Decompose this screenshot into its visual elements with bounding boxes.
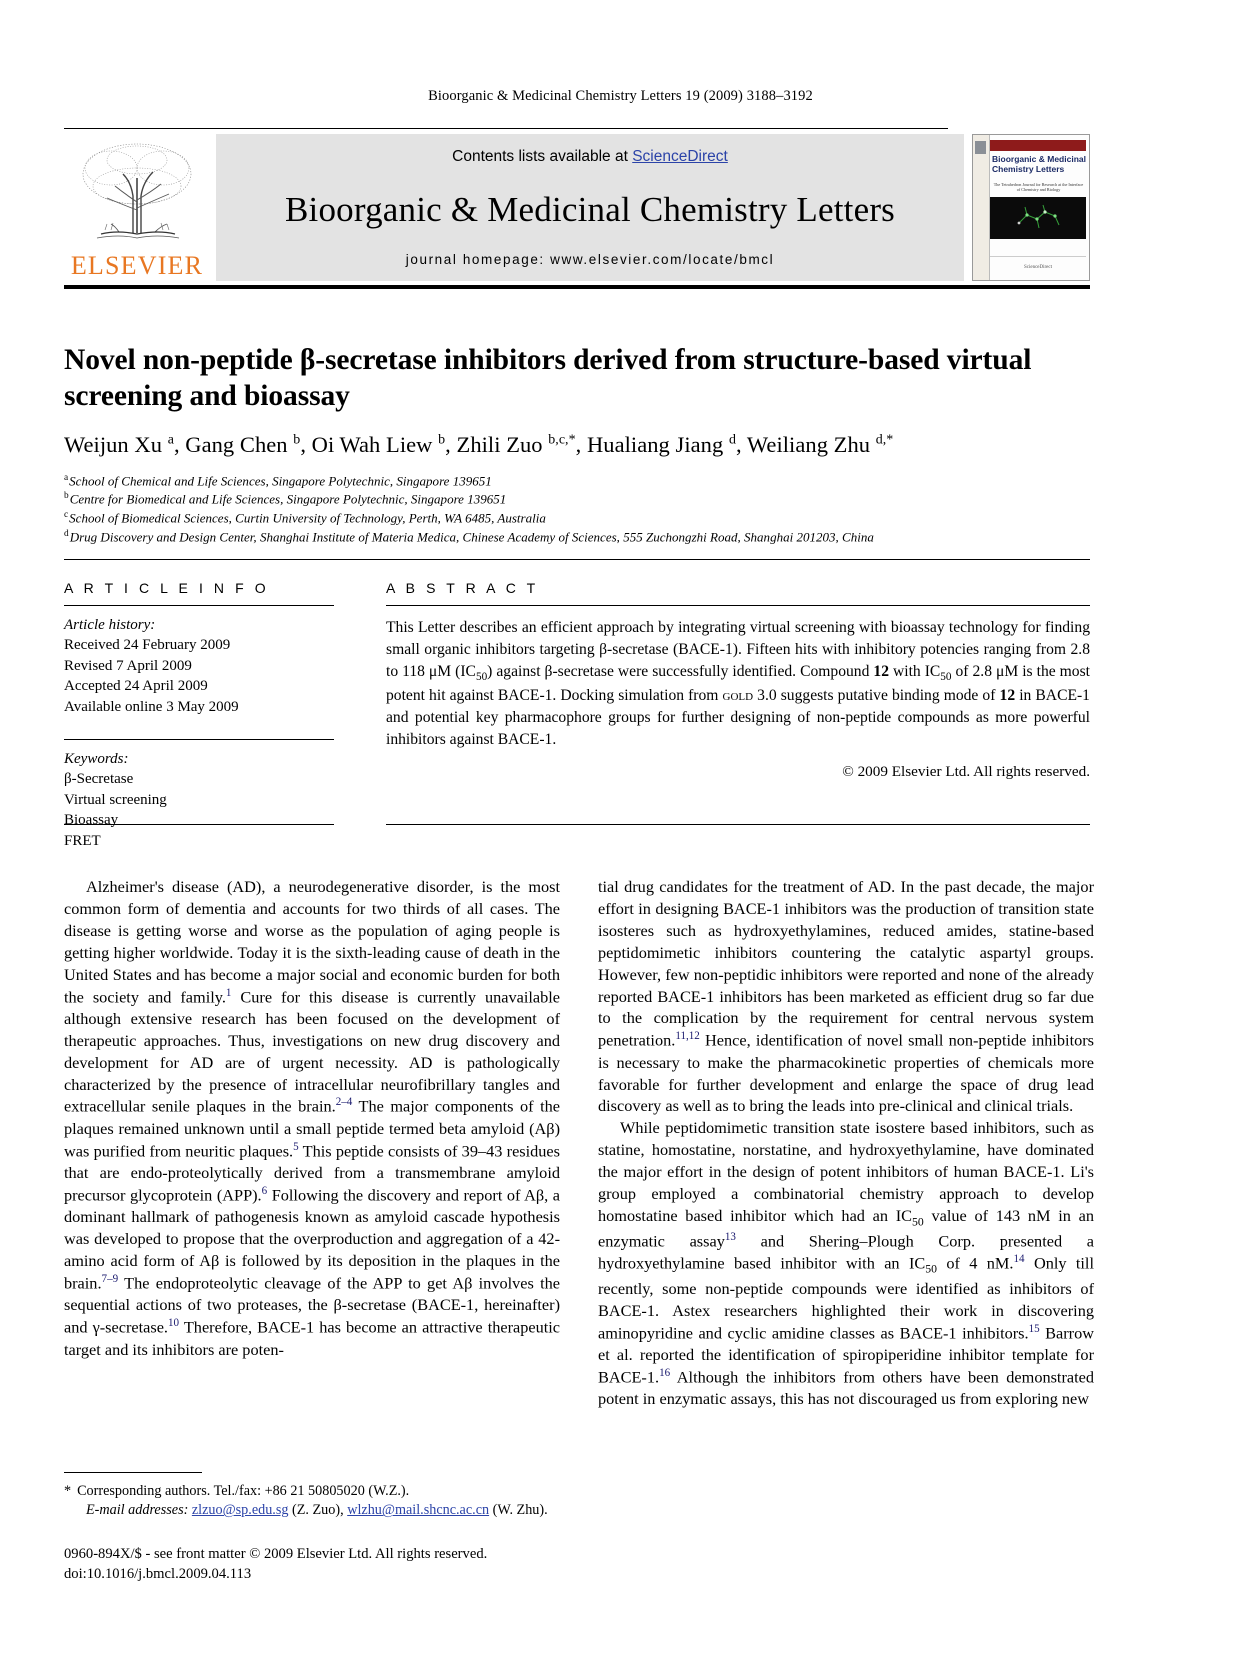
- abstract-rule: [386, 605, 1090, 606]
- email-owner-zhu: (W. Zhu).: [492, 1502, 548, 1519]
- article-info-heading: A R T I C L E I N F O: [64, 580, 270, 596]
- history-item: Available online 3 May 2009: [64, 698, 239, 715]
- elsevier-wordmark: ELSEVIER: [70, 251, 204, 280]
- email-owner-zuo: (Z. Zuo),: [292, 1502, 344, 1519]
- article-info-rule: [64, 605, 334, 606]
- history-item: Received 24 February 2009: [64, 637, 231, 654]
- sciencedirect-link[interactable]: ScienceDirect: [632, 148, 728, 165]
- cover-subtitle: The Tetrahedron Journal for Research at the Interface of Chemistry and Biology: [993, 182, 1084, 193]
- email-link-zhu[interactable]: wlzhu@mail.shcnc.ac.cn: [347, 1502, 490, 1519]
- article-history-label: Article history:: [64, 617, 156, 633]
- doi-line: doi:10.1016/j.bmcl.2009.04.113: [64, 1565, 252, 1582]
- affiliation-text: Drug Discovery and Design Center, Shanghai Institute of Materia Medica, Chinese Academy of Sciences, 555 Zuchongzhi Road, Shanghai 201203, China: [69, 529, 874, 545]
- cover-footer: [990, 256, 1086, 277]
- affiliation: [64, 472, 1094, 491]
- journal-masthead: [64, 128, 1090, 289]
- imprint-block: [64, 1545, 704, 1585]
- affiliation-list: [64, 472, 1094, 547]
- cover-footer-text: ScienceDirect: [1023, 264, 1053, 270]
- keyword-item: FRET: [64, 832, 101, 849]
- history-item: Revised 7 April 2009: [64, 657, 192, 674]
- email-link-zuo[interactable]: zlzuo@sp.edu.sg: [191, 1502, 289, 1519]
- masthead-bottom-rule: [64, 285, 1090, 289]
- contents-prefix: Contents lists available at: [452, 148, 633, 165]
- journal-cover-thumbnail: [972, 134, 1090, 281]
- affiliation-mark: d: [64, 528, 69, 539]
- body-paragraph: tial drug candidates for the treatment of AD. In the past decade, the major effort in designing BACE-1 inhibitors was the production of transition state isosteres such as hydroxyethylamines, reduced amides, statine-based peptidomimetic inhibitors countering the catalytic aspartyl groups. However, few non-peptidic inhibitors were reported and none of the already reported BACE-1 inhibitors has been marketed as efficient drug so far due to the complication by the requirement for central nervous system penetration.$^{11,12}$ Hence, identification of novel small non-peptide inhibitors is necessary to make the pharmacokinetic properties of chemicals more favorable for further development and enlarge the space of drug lead discovery as well as to bring the leads into pre-clinical and clinical trials.: [598, 877, 1094, 1116]
- keywords-rule: [64, 739, 334, 740]
- keywords-block: [64, 739, 334, 851]
- contents-line: [452, 148, 728, 166]
- affiliation-text: Centre for Biomedical and Life Sciences, Singapore Polytechnic, Singapore 139651: [69, 491, 507, 507]
- cover-title: Bioorganic & Medicinal Chemistry Letters: [992, 154, 1086, 174]
- info-section-top-rule: [64, 559, 1090, 560]
- body-column-left: [64, 876, 560, 1496]
- abstract-bottom-rule: [386, 824, 1090, 825]
- cover-artwork: [990, 197, 1086, 239]
- footnote-asterisk: *: [64, 1483, 72, 1499]
- footnote-text: Corresponding authors. Tel./fax: +86 21 50805020 (W.Z.).: [77, 1483, 410, 1499]
- masthead-top-rule: [64, 128, 948, 129]
- elsevier-tree-icon: [71, 138, 203, 252]
- affiliation: [64, 509, 1094, 528]
- cover-spine: [973, 135, 990, 280]
- abstract-copyright: © 2009 Elsevier Ltd. All rights reserved.: [842, 762, 1090, 780]
- affiliation-mark: a: [64, 472, 69, 483]
- page-title: Novel non-peptide β-secretase inhibitors derived from structure-based virtual screening and bioassay: [64, 344, 1032, 413]
- keyword-item: β-Secretase: [64, 771, 134, 788]
- affiliation: [64, 490, 1094, 509]
- affiliation: [64, 528, 1094, 547]
- molecule-icon: [1011, 203, 1065, 233]
- footnote-line-2: [64, 1501, 564, 1520]
- article-history: [64, 615, 334, 717]
- keywords-list: [64, 749, 334, 851]
- affiliation-mark: b: [64, 491, 69, 502]
- footnote-line-1: [64, 1482, 564, 1501]
- affiliation-text: School of Chemical and Life Sciences, Singapore Polytechnic, Singapore 139651: [69, 472, 492, 488]
- cover-spine-mark: [975, 141, 986, 154]
- affiliation-text: School of Biomedical Sciences, Curtin University of Technology, Perth, WA 6485, Australia: [69, 510, 546, 526]
- cover-red-band: [990, 140, 1086, 151]
- keywords-label: Keywords:: [64, 750, 129, 767]
- corresponding-author-footnote: [64, 1482, 564, 1521]
- author-list: Weijun Xu $^a$, Gang Chen $^b$, Oi Wah Liew $^b$, Zhili Zuo $^{b,c,*}$, Hualiang Jiang $^d$, Weiliang Zhu $^{d,*}$: [64, 431, 894, 457]
- elsevier-logo: [64, 134, 210, 281]
- body-column-right: [598, 876, 1094, 1496]
- info-bottom-rule: [64, 824, 334, 825]
- keyword-item: Bioassay: [64, 812, 119, 829]
- journal-homepage[interactable]: journal homepage: www.elsevier.com/locate/bmcl: [405, 252, 775, 267]
- running-head: Bioorganic & Medicinal Chemistry Letters 19 (2009) 3188–3192: [428, 88, 813, 104]
- body-paragraph: While peptidomimetic transition state isostere based inhibitors, such as statine, homostatine, norstatine, and hydroxyethylamine, have dominated the major effort in the design of potent inhibitors of human BACE-1. Li's group employed a combinatorial chemistry approach to develop homostatine based inhibitor which had an $IC_{50}$ value of 143 nM in an enzymatic assay$^{13}$ and Shering–Plough Corp. presented a hydroxyethylamine based inhibitor with an $IC_{50}$ of 4 nM.$^{14}$ Only till recently, some non-peptide compounds were identified as inhibitors of BACE-1. Astex researchers highlighted their work in discovering aminopyridine and cyclic amidine classes as BACE-1 inhibitors.$^{15}$ Barrow et al. reported the identification of spiropiperidine inhibitor template for BACE-1.16 Although the inhibitors from others have been demonstrated potent in enzymatic assays, this has not discouraged us from exploring new: [598, 1118, 1094, 1409]
- journal-band: [216, 134, 964, 281]
- body-paragraph: Alzheimer's disease (AD), a neurodegenerative disorder, is the most common form of dementia and accounts for two thirds of all cases. The disease is getting worse and worse as the population of aging people is getting higher worldwide. Today it is the sixth-leading cause of death in the United States and has become a major social and economic burden for both the society and family.$^1$ Cure for this disease is currently unavailable although extensive research has been focused on the development of therapeutic approaches. Thus, investigations on new drug discovery and development for AD are of urgent necessity. AD is pathologically characterized by the presence of intracellular neurofibrillary tangles and extracellular senile plaques in the brain.$^{2-4}$ The major components of the plaques remained unknown until a small peptide termed beta amyloid (Aβ) was purified from neuritic plaques.$^5$ This peptide consists of 39–43 residues that are endo-proteolytically derived from a transmembrane amyloid precursor glycoprotein (APP).$^6$ Following the discovery and report of Aβ, a dominant hallmark of pathogenesis known as amyloid cascade hypothesis was developed to propose that the overproduction and aggregation of a 42-amino acid form of Aβ is followed by its deposition in the plaques in the brain.$^{7-9}$ The endoproteolytic cleavage of the APP to get Aβ involves the sequential actions of two proteases, the β-secretase (BACE-1, hereinafter) and γ-secretase.$^{10}$ Therefore, BACE-1 has become an attractive therapeutic target and its inhibitors are poten-: [64, 877, 561, 1359]
- abstract-heading: A B S T R A C T: [386, 580, 539, 596]
- history-item: Accepted 24 April 2009: [64, 678, 208, 695]
- body-text: [64, 876, 1094, 1496]
- issn-copyright-line: 0960-894X/$ - see front matter © 2009 Elsevier Ltd. All rights reserved.: [64, 1546, 488, 1562]
- abstract-text: This Letter describes an efficient approach by integrating virtual screening with bioassay technology for finding small organic inhibitors targeting β-secretase (BACE-1). Fifteen hits with inhibitory potencies ranging from 2.8 to 118 μM $(IC_{50})$ against β-secretase were successfully identified. Compound 12 with $IC_{50}$ of 2.8 μM is the most potent hit against BACE-1. Docking simulation from gold 3.0 suggests putative binding mode of 12 in BACE-1 and potential key pharmacophore groups for further designing of non-peptide compounds as more powerful inhibitors against BACE-1.: [386, 619, 1090, 748]
- abstract-column: [386, 572, 1090, 781]
- email-label: E-mail addresses:: [86, 1502, 189, 1519]
- affiliation-mark: c: [64, 510, 69, 521]
- keyword-item: Virtual screening: [64, 791, 167, 808]
- article-info-column: [64, 572, 334, 851]
- journal-title: Bioorganic & Medicinal Chemistry Letters: [284, 189, 895, 229]
- title-block: [64, 342, 1094, 547]
- footnote-rule: [64, 1472, 202, 1473]
